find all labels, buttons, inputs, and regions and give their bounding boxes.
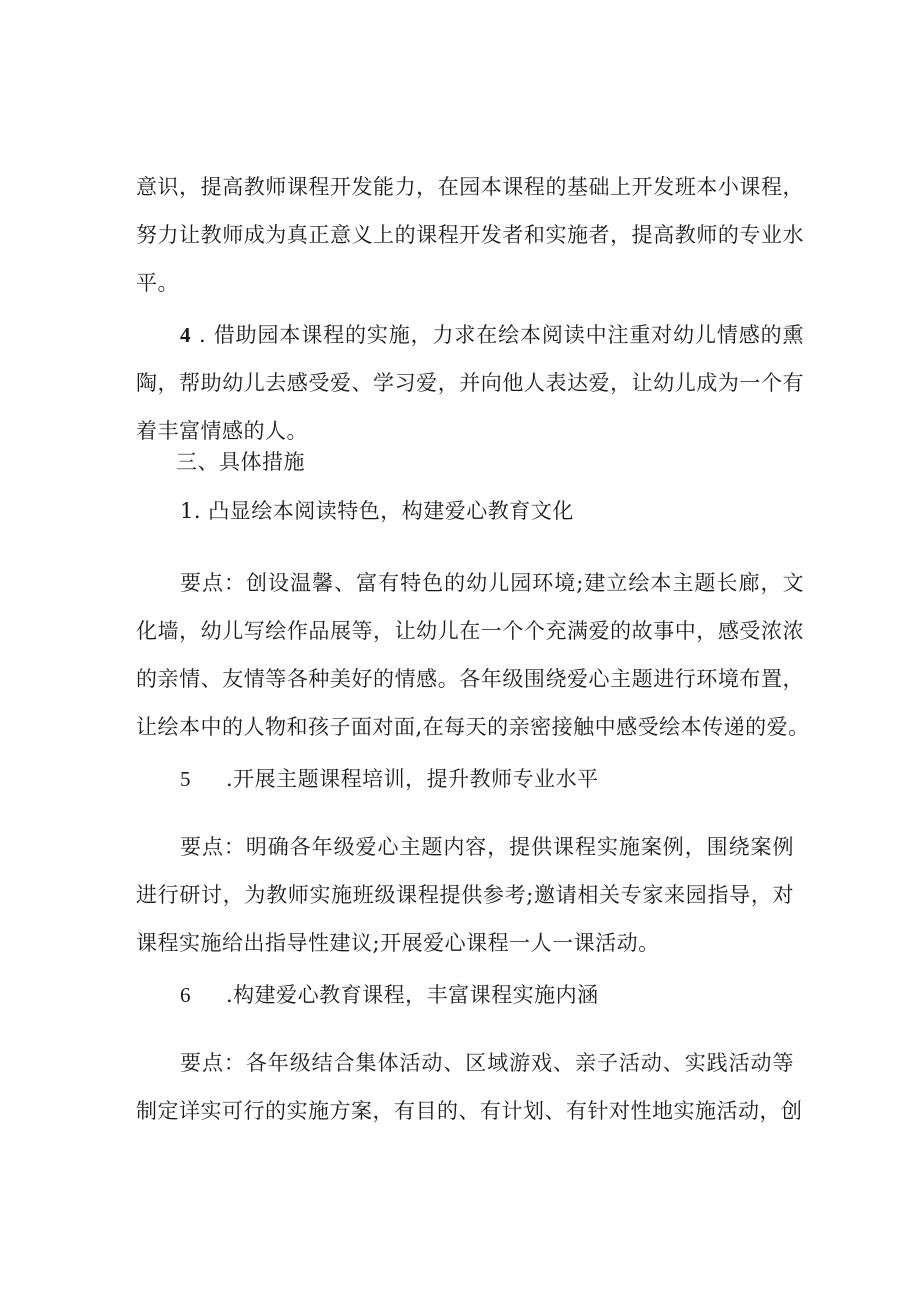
paragraph-line: 制定详实可行的实施方案，有目的、有计划、有针对性地实施活动，创 <box>136 1099 803 1123</box>
paragraph-text: . 借助园本课程的实施，力求在绘本阅读中注重对幼儿情感的熏 <box>199 323 804 347</box>
item-title <box>180 766 599 792</box>
item-number: 6 <box>180 983 191 1007</box>
item-title-text: .开展主题课程培训，提升教师专业水平 <box>226 767 599 791</box>
paragraph-line: 化墙，幼儿写绘作品展等，让幼儿在一个个充满爱的故事中，感受浓浓 <box>136 619 804 643</box>
item-number: 5 <box>180 767 191 791</box>
paragraph-line: 意识，提高教师课程开发能力，在园本课程的基础上开发班本小课程， <box>136 175 804 199</box>
paragraph-line: 让绘本中的人物和孩子面对面,在每天的亲密接触中感受绘本传递的爱。 <box>136 715 810 739</box>
paragraph-line: 课程实施给出指导性建议;开展爱心课程一人一课活动。 <box>136 931 660 955</box>
paragraph-line: 要点：各年级结合集体活动、区域游戏、亲子活动、实践活动等 <box>180 1051 794 1075</box>
paragraph-line: 平。 <box>136 271 179 295</box>
item-title-text: .构建爱心教育课程，丰富课程实施内涵 <box>226 983 599 1007</box>
paragraph-line: 要点：明确各年级爱心主题内容，提供课程实施案例，围绕案例 <box>180 835 794 859</box>
numbered-paragraph-first-line <box>180 322 804 348</box>
section-heading: 三、具体措施 <box>176 450 305 474</box>
paragraph-line: 陶，帮助幼儿去感受爱、学习爱，并向他人表达爱，让幼儿成为一个有 <box>136 371 804 395</box>
paragraph-line: 进行研讨，为教师实施班级课程提供参考;邀请相关专家来园指导，对 <box>136 883 794 907</box>
item-title: 1. 凸显绘本阅读特色，构建爱心教育文化 <box>180 499 574 523</box>
paragraph-line: 着丰富情感的人。 <box>136 419 308 443</box>
item-title <box>180 982 599 1008</box>
paragraph-line: 要点：创设温馨、富有特色的幼儿园环境;建立绘本主题长廊，文 <box>180 571 804 595</box>
item-number: 4 <box>180 323 191 347</box>
paragraph-line: 努力让教师成为真正意义上的课程开发者和实施者，提高教师的专业水 <box>136 223 804 247</box>
paragraph-line: 的亲情、友情等各种美好的情感。各年级围绕爱心主题进行环境布置， <box>136 667 804 691</box>
